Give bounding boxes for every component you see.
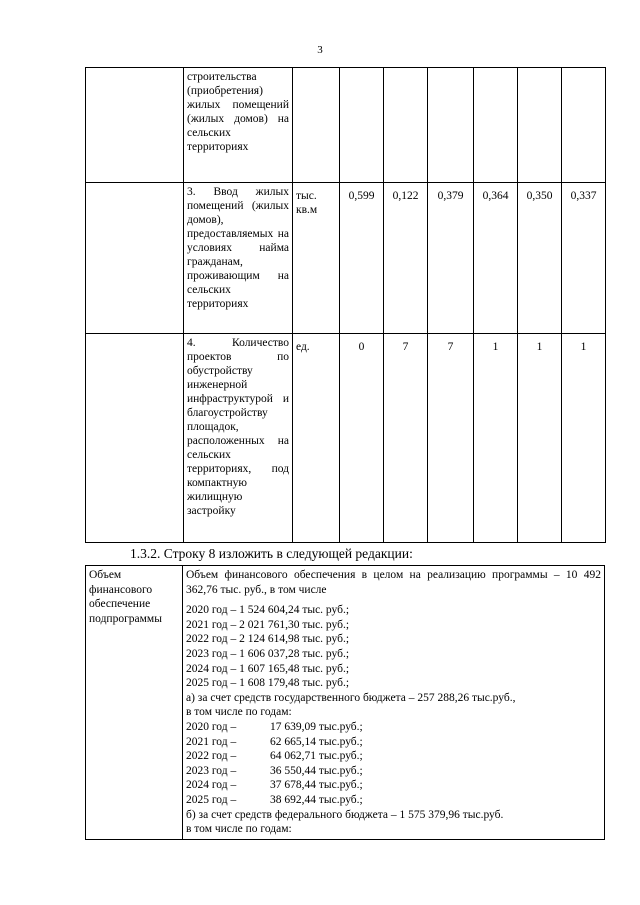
value-cell [562,68,606,183]
state-year-row [186,778,601,793]
value-cell: 0 [340,334,384,543]
year-amount: 36 550,44 тыс.руб.; [270,764,363,777]
value-cell: 0,599 [340,183,384,334]
year-amount: 62 665,14 тыс.руб.; [270,735,363,748]
federal-budget-heading: б) за счет средств федерального бюджета – 1 575 379,96 тыс.руб. [186,808,504,821]
year-label: 2024 год – [186,779,237,792]
funding-label: Объем финансового обеспечение подпрограммы [86,566,183,840]
value-cell [428,68,474,183]
state-year-row [186,764,601,779]
indicator-name: 3. Ввод жилых помещений (жилых домов), предоставляемых на условиях найма гражданам, проживающим на сельских территориях [184,183,293,334]
indicator-unit: ед. [293,334,340,543]
value-cell [518,68,562,183]
value-cell: 1 [562,334,606,543]
value-cell: 0,379 [428,183,474,334]
state-year-row [186,735,601,750]
year-total: 2025 год – 1 608 179,48 тыс. руб.; [186,677,350,690]
value-cell: 7 [428,334,474,543]
funding-details [183,566,605,840]
federal-budget-sub: в том числе по годам: [186,823,292,836]
empty-cell [86,183,184,334]
empty-cell [86,68,184,183]
indicators-table [85,67,606,543]
year-total: 2023 год – 1 606 037,28 тыс. руб.; [186,647,350,660]
indicator-name: строительства (приобретения) жилых помещений (жилых домов) на сельских территориях [184,68,293,183]
year-label: 2025 год – [186,793,237,806]
value-cell: 7 [384,334,428,543]
section-heading: 1.3.2. Строку 8 изложить в следующей редакции: [130,546,413,561]
year-label: 2023 год – [186,764,237,777]
value-cell [474,68,518,183]
value-cell: 0,350 [518,183,562,334]
table-row [86,566,605,840]
year-total: 2020 год – 1 524 604,24 тыс. руб.; [186,604,350,617]
value-cell: 0,364 [474,183,518,334]
year-total: 2022 год – 2 124 614,98 тыс. руб.; [186,633,350,646]
value-cell: 0,122 [384,183,428,334]
value-cell: 1 [518,334,562,543]
year-label: 2020 год – [186,720,237,733]
empty-cell [86,334,184,543]
indicator-unit: тыс. кв.м [293,183,340,334]
value-cell [384,68,428,183]
page-number: 3 [317,44,323,56]
table-row [86,68,606,183]
state-year-row [186,720,601,735]
year-label: 2021 год – [186,735,237,748]
state-budget-heading: а) за счет средств государственного бюджета – 257 288,26 тыс.руб., [186,691,516,704]
year-total: 2024 год – 1 607 165,48 тыс. руб.; [186,662,350,675]
state-year-row [186,749,601,764]
table-row [86,183,606,334]
year-amount: 37 678,44 тыс.руб.; [270,779,363,792]
state-budget-sub: в том числе по годам: [186,706,292,719]
year-amount: 64 062,71 тыс.руб.; [270,750,363,763]
value-cell: 0,337 [562,183,606,334]
value-cell: 1 [474,334,518,543]
year-total: 2021 год – 2 021 761,30 тыс. руб.; [186,618,350,631]
year-amount: 38 692,44 тыс.руб.; [270,793,363,806]
year-label: 2022 год – [186,750,237,763]
indicator-name: 4. Количество проектов по обустройству инженерной инфраструктурой и благоустройству площадок, расположенных на сельских территориях, под компактную жилищную застройку [184,334,293,543]
funding-intro: Объем финансового обеспечения в целом на реализацию программы – 10 492 362,76 тыс. руб., в том числе [186,569,601,596]
table-row [86,334,606,543]
state-year-row [186,793,601,808]
value-cell [340,68,384,183]
indicator-unit [293,68,340,183]
funding-table [85,565,605,840]
year-amount: 17 639,09 тыс.руб.; [270,720,363,733]
